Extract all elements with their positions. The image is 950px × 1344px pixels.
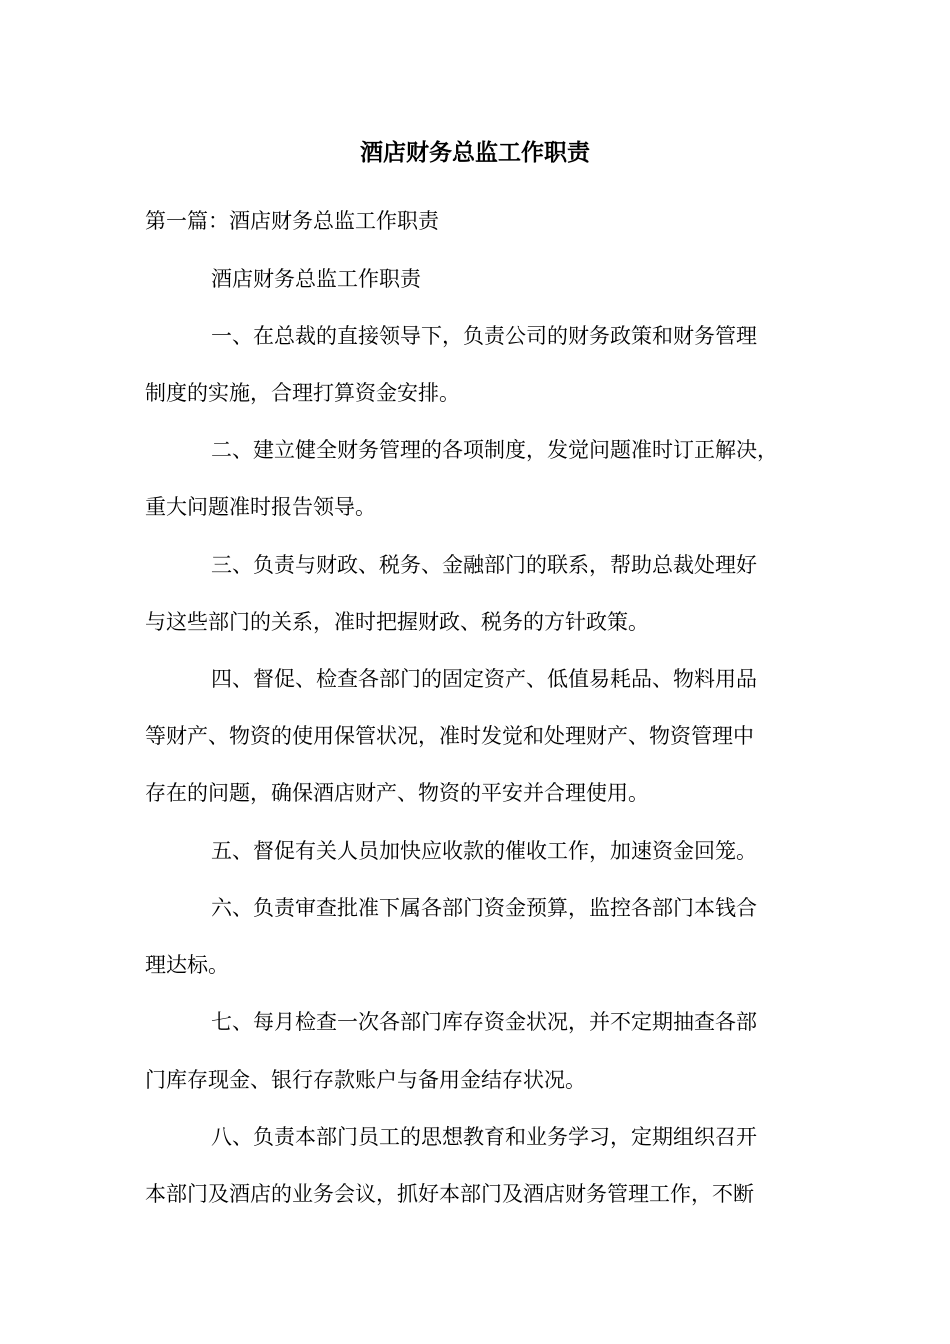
document-title: 酒店财务总监工作职责 xyxy=(360,139,590,166)
paragraph-line: 四、督促、检查各部门的固定资产、低值易耗品、物料用品 xyxy=(211,667,757,691)
paragraph-line: 理达标。 xyxy=(145,953,229,977)
paragraph-line: 制度的实施，合理打算资金安排。 xyxy=(145,381,460,405)
paragraph-line: 与这些部门的关系，准时把握财政、税务的方针政策。 xyxy=(145,610,649,634)
subtitle: 酒店财务总监工作职责 xyxy=(211,267,421,291)
paragraph-line: 门库存现金、银行存款账户与备用金结存状况。 xyxy=(145,1068,586,1092)
paragraph-line: 五、督促有关人员加快应收款的催收工作，加速资金回笼。 xyxy=(211,839,757,863)
paragraph-line: 一、在总裁的直接领导下，负责公司的财务政策和财务管理 xyxy=(211,324,757,348)
paragraph-line: 重大问题准时报告领导。 xyxy=(145,495,376,519)
paragraph-line: 存在的问题，确保酒店财产、物资的平安并合理使用。 xyxy=(145,781,649,805)
paragraph-line: 三、负责与财政、税务、金融部门的联系，帮助总裁处理好 xyxy=(211,553,757,577)
paragraph-line: 二、建立健全财务管理的各项制度，发觉问题准时订正解决， xyxy=(211,438,778,462)
paragraph-line: 等财产、物资的使用保管状况，准时发觉和处理财产、物资管理中 xyxy=(145,724,754,748)
paragraph-line: 八、负责本部门员工的思想教育和业务学习，定期组织召开 xyxy=(211,1125,757,1149)
section-heading: 第一篇：酒店财务总监工作职责 xyxy=(145,209,439,233)
paragraph-line: 七、每月检查一次各部门库存资金状况，并不定期抽查各部 xyxy=(211,1010,757,1034)
paragraph-line: 本部门及酒店的业务会议，抓好本部门及酒店财务管理工作，不断 xyxy=(145,1182,754,1206)
paragraph-line: 六、负责审查批准下属各部门资金预算，监控各部门本钱合 xyxy=(211,896,757,920)
